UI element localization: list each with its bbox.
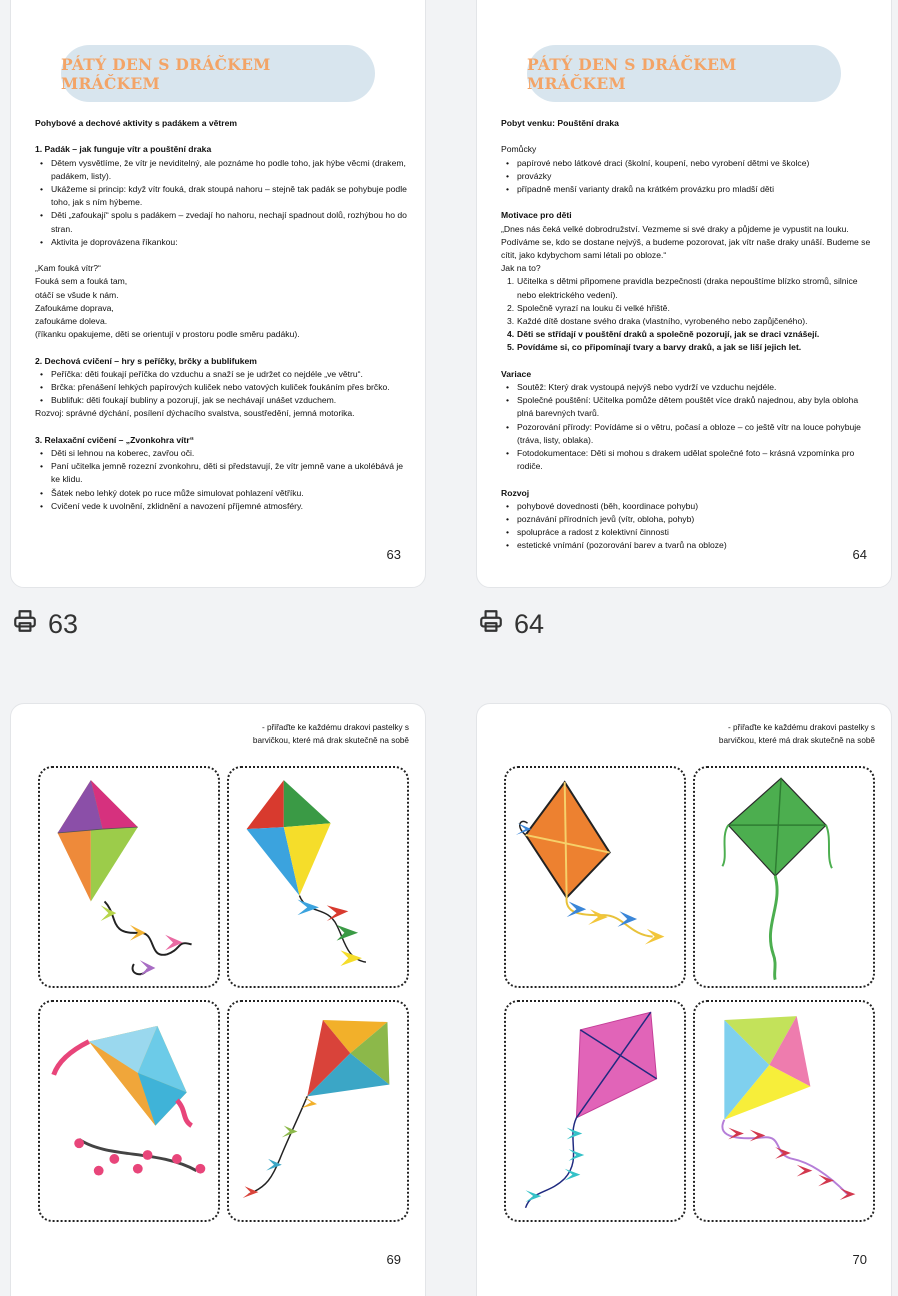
print-page-63[interactable] [12,608,78,641]
page-card-64[interactable] [476,0,892,588]
rhyme-line: zafoukáme doleva. [35,316,108,327]
list-item: • Šátek nebo lehký dotek po ruce může simulovat pohlazení větříku. [35,487,407,500]
numbered-list [501,275,873,354]
bullet-list [35,157,407,249]
printer-icon[interactable] [12,608,38,641]
section-title: 3. Relaxační cvičení – „Zvonkohra vítr“ [35,434,195,445]
list-item: • Ukážeme si princip: když vítr fouká, drak stoupá nahoru – stejně tak padák se pohybuje podle toho, jak s ním hýbeme. [35,183,407,209]
print-page-64[interactable] [478,608,544,641]
page-card-63[interactable] [10,0,426,588]
list-item: 4. Děti se střídají v pouštění draků a společně pozorují, jak se draci vznášejí. [507,329,820,340]
list-item: 3. Každé dítě dostane svého draka (vlastního, vyrobeného nebo zapůjčeného). [507,316,808,327]
instruction-text: - přiřaďte ke každému drakovi pastelky s barvičkou, které má drak skutečně na sobě [252,723,409,745]
section-title: Pomůcky [501,144,537,155]
list-item: • Děti si lehnou na koberec, zavřou oči. [35,447,407,460]
instruction-text: - přiřaďte ke každému drakovi pastelky s barvičkou, které má drak skutečně na sobě [718,723,875,745]
section-title: Jak na to? [501,263,541,274]
page-banner: PÁTÝ DEN S DRÁČKEM MRÁČKEM [527,45,841,102]
kite-illustration [695,1002,873,1220]
list-item: 1. Učitelka s dětmi připomene pravidla bezpečnosti (draka nepouštíme blízko stromů, silnice nebo elektrického vedení). [507,276,858,300]
section-title: 1. Padák – jak funguje vítr a pouštění draka [35,144,212,155]
list-item: • Bublifuk: děti foukají bubliny a pozorují, jak se nechávají unášet vzduchem. [35,394,407,407]
list-item: • estetické vnímání (pozorování barev a tvarů na obloze) [501,539,873,552]
printer-icon[interactable] [478,608,504,641]
page-content [35,117,407,513]
section-title: Motivace pro děti [501,210,572,221]
page-number: 63 [386,547,401,562]
section-heading: Pohybové a dechové aktivity s padákem a větrem [35,118,238,128]
list-item: • Soutěž: Který drak vystoupá nejvýš nebo vydrží ve vzduchu nejdéle. [501,381,873,394]
list-item: • Paní učitelka jemně rozezní zvonkohru, děti si představují, že vítr jemně vane a ukolébává je ke klidu. [35,460,407,486]
list-item: • Brčka: přenášení lehkých papírových kuliček nebo vatových kuliček foukáním přes brčko. [35,381,407,394]
rhyme-line: (říkanku opakujeme, děti se orientují v prostoru podle směru padáku). [35,329,300,340]
print-label: 63 [48,609,79,639]
bullet-list [501,500,873,553]
section-title: Rozvoj [501,487,530,498]
rhyme-line: Zafoukáme doprava, [35,302,114,313]
bullet-list [35,447,407,513]
development-note: Rozvoj: správné dýchání, posílení dýchacího svalstva, soustředění, jemná motorika. [35,408,355,419]
list-item: • provázky [501,170,873,183]
kite-illustration [40,768,218,986]
kite-illustration [40,1002,218,1220]
list-item: • Dětem vysvětlíme, že vítr je neviditelný, ale poznáme ho podle toho, jak hýbe věcmi (drakem, padákem, listy). [35,157,407,183]
list-item: • Aktivita je doprovázena říkankou: [35,236,407,249]
page-content [501,117,873,553]
list-item: 2. Společně vyrazí na louku či velké hřiště. [507,302,670,313]
rhyme-line: otáčí se všude k nám. [35,289,119,300]
list-item: 5. Povídáme si, co připomínají tvary a barvy draků, a jak se liší jejich let. [507,342,802,353]
kite-card [504,1000,686,1222]
page-number: 69 [386,1252,401,1267]
kite-card [693,766,875,988]
list-item: • Fotodokumentace: Děti si mohou s drakem udělat společné foto – krásná vzpomínka pro rodiče. [501,447,873,473]
print-label: 64 [514,609,545,639]
rhyme-line: „Kam fouká vítr?“ [35,263,101,274]
list-item: • případně menší varianty draků na krátkém provázku pro mladší děti [501,183,873,196]
kite-card [38,766,220,988]
page-banner: PÁTÝ DEN S DRÁČKEM MRÁČKEM [61,45,375,102]
kite-illustration [695,768,873,986]
list-item: • Společné pouštění: Učitelka pomůže dětem pouštět více draků najednou, aby byla obloha plná barevných tvarů. [501,394,873,420]
list-item: • poznávání přírodních jevů (vítr, obloha, pohyb) [501,513,873,526]
kite-illustration [506,1002,684,1220]
list-item: • Děti „zafoukají“ spolu s padákem – zvedají ho nahoru, nechají spadnout dolů, rozhýbou ho do stran. [35,209,407,235]
kite-card [227,766,409,988]
section-heading: Pobyt venku: Pouštění draka [501,118,619,128]
rhyme-line: Fouká sem a fouká tam, [35,276,128,287]
page-card-70[interactable] [476,703,892,1296]
page-number: 64 [852,547,867,562]
list-item: • pohybové dovednosti (běh, koordinace pohybu) [501,500,873,513]
list-item: • Cvičení vede k uvolnění, zklidnění a navození příjemné atmosféry. [35,500,407,513]
bullet-list [501,157,873,197]
list-item: • spolupráce a radost z kolektivní činnosti [501,526,873,539]
page-number: 70 [852,1252,867,1267]
kite-illustration [229,768,407,986]
section-title: Variace [501,368,532,379]
kite-card [227,1000,409,1222]
list-item: • papírové nebo látkové draci (školní, koupení, nebo vyrobení dětmi ve školce) [501,157,873,170]
kite-card [693,1000,875,1222]
kite-illustration [506,768,684,986]
page-card-69[interactable] [10,703,426,1296]
bullet-list [35,368,407,408]
section-title: 2. Dechová cvičení – hry s peříčky, brčky a bublifukem [35,355,257,366]
bullet-list [501,381,873,473]
motivation-text: „Dnes nás čeká velké dobrodružství. Vezmeme si své draky a půjdeme je vypustit na louku. Podíváme se, kdo se dostane nejvýš, a budeme pozorovat, jak vítr naše draky unáší. Budeme se cítit, jako kdybychom sami létali po obloze.“ [501,223,871,260]
list-item: • Pozorování přírody: Povídáme si o větru, počasí a obloze – co ještě vítr na louce pohybuje (tráva, listy, oblaka). [501,421,873,447]
list-item: • Peříčka: děti foukají peříčka do vzduchu a snaží se je udržet co nejdéle „ve větru“. [35,368,407,381]
kite-illustration [229,1002,407,1220]
kite-card [38,1000,220,1222]
kite-card [504,766,686,988]
